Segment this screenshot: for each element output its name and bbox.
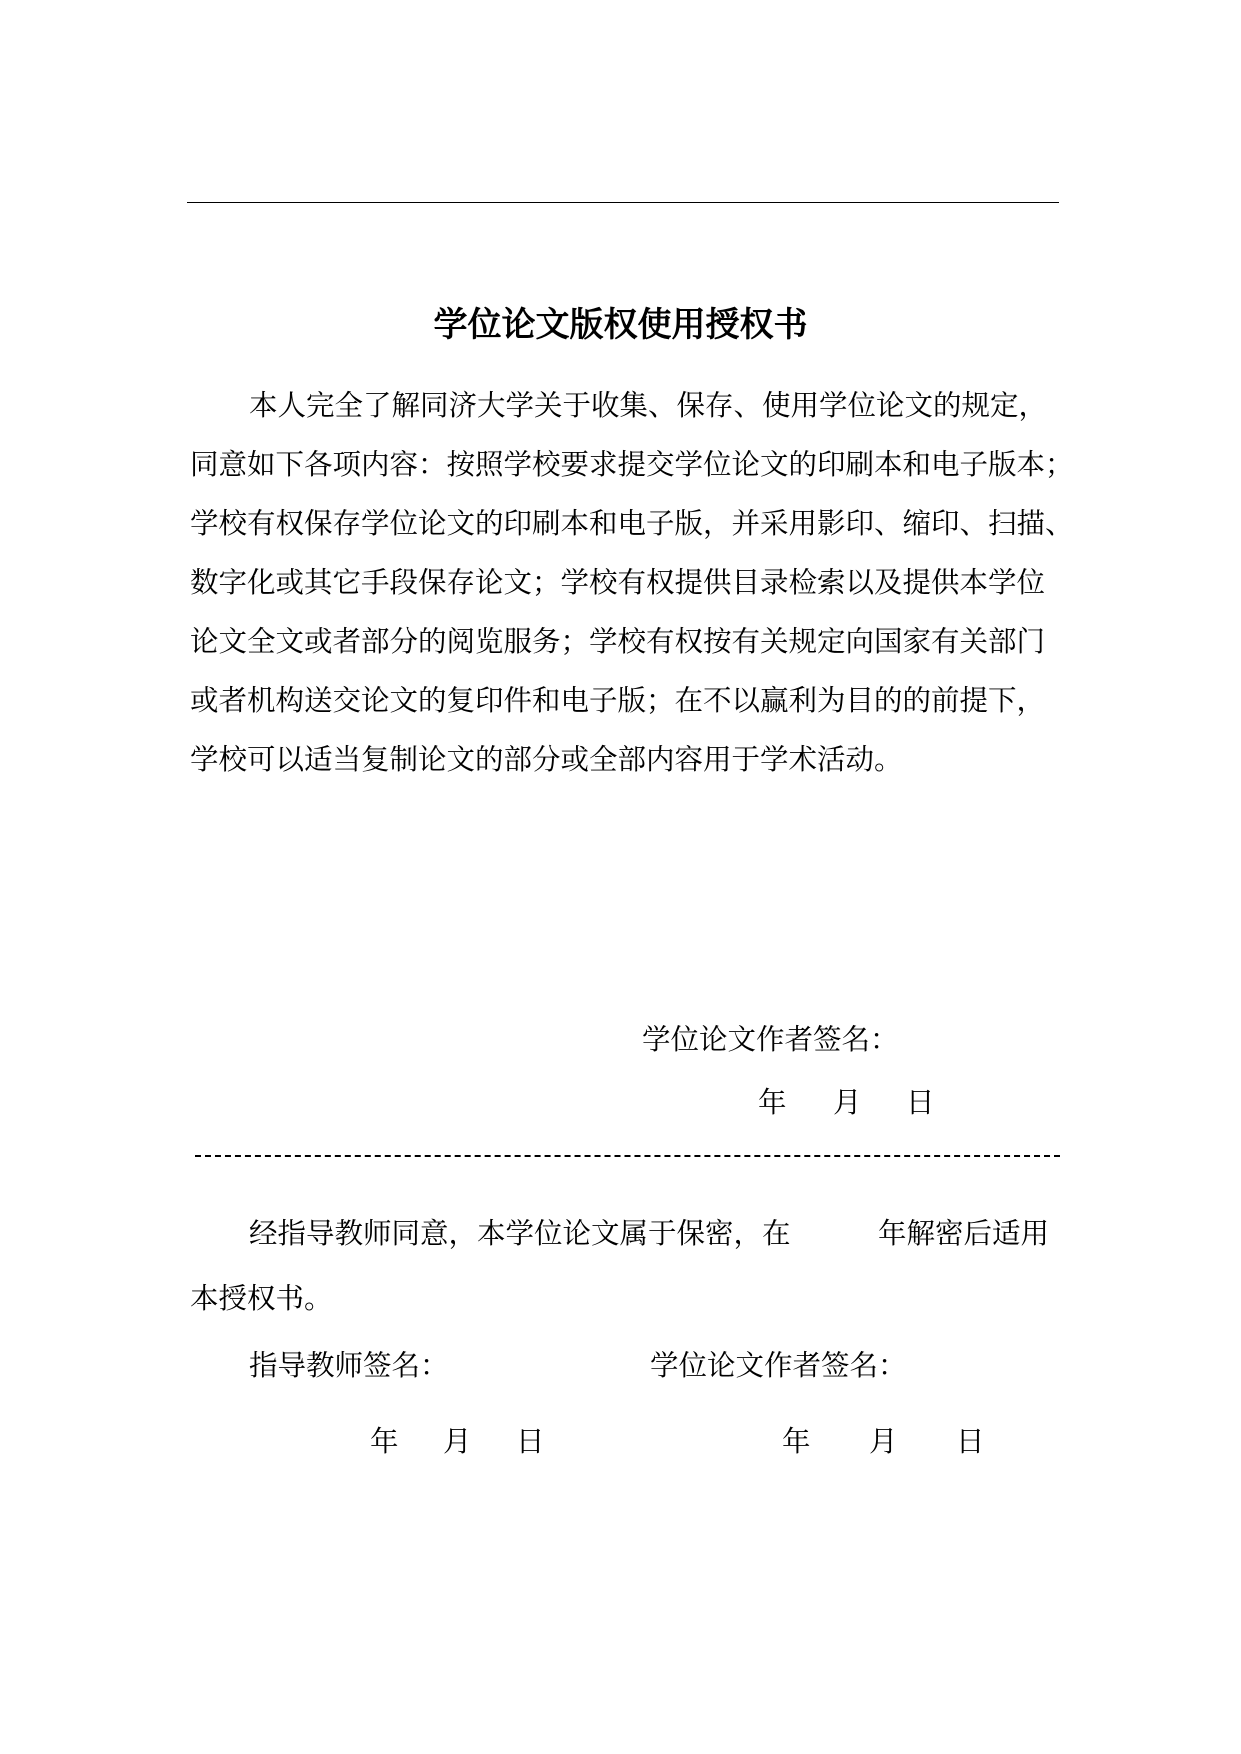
- date-year-1: 年: [758, 1086, 787, 1119]
- date-day-advisor: 日: [516, 1425, 545, 1458]
- date-day-1: 日: [906, 1086, 935, 1119]
- date-day-author: 日: [956, 1425, 985, 1458]
- page-title: 学位论文版权使用授权书: [433, 305, 808, 345]
- statement-line-3: 学校有权保存学位论文的印刷本和电子版，并采用影印、缩印、扫描、: [190, 507, 1074, 540]
- secrecy-line-1a: 经指导教师同意，本学位论文属于保密，在: [249, 1217, 791, 1250]
- date-year-advisor: 年: [370, 1425, 399, 1458]
- date-month-author: 月: [869, 1425, 898, 1458]
- dashed-separator: [195, 1155, 1060, 1157]
- advisor-signature-label: 指导教师签名：: [249, 1349, 449, 1382]
- date-month-advisor: 月: [443, 1425, 472, 1458]
- statement-line-2: 同意如下各项内容：按照学校要求提交学位论文的印刷本和电子版本；: [190, 448, 1074, 481]
- statement-line-4: 数字化或其它手段保存论文；学校有权提供目录检索以及提供本学位: [190, 566, 1046, 599]
- author-signature-label: 学位论文作者签名：: [642, 1023, 899, 1056]
- date-month-1: 月: [833, 1086, 862, 1119]
- statement-line-6: 或者机构送交论文的复印件和电子版；在不以赢利为目的的前提下，: [190, 684, 1046, 717]
- secrecy-line-1b: 年解密后适用: [878, 1217, 1050, 1250]
- top-rule: [187, 202, 1059, 203]
- statement-line-5: 论文全文或者部分的阅览服务；学校有权按有关规定向国家有关部门: [190, 625, 1046, 658]
- statement-line-7: 学校可以适当复制论文的部分或全部内容用于学术活动。: [190, 743, 903, 776]
- secrecy-line-2: 本授权书。: [190, 1282, 333, 1315]
- author-signature-label-2: 学位论文作者签名：: [650, 1349, 907, 1382]
- statement-line-1: 本人完全了解同济大学关于收集、保存、使用学位论文的规定，: [249, 389, 1048, 422]
- date-year-author: 年: [782, 1425, 811, 1458]
